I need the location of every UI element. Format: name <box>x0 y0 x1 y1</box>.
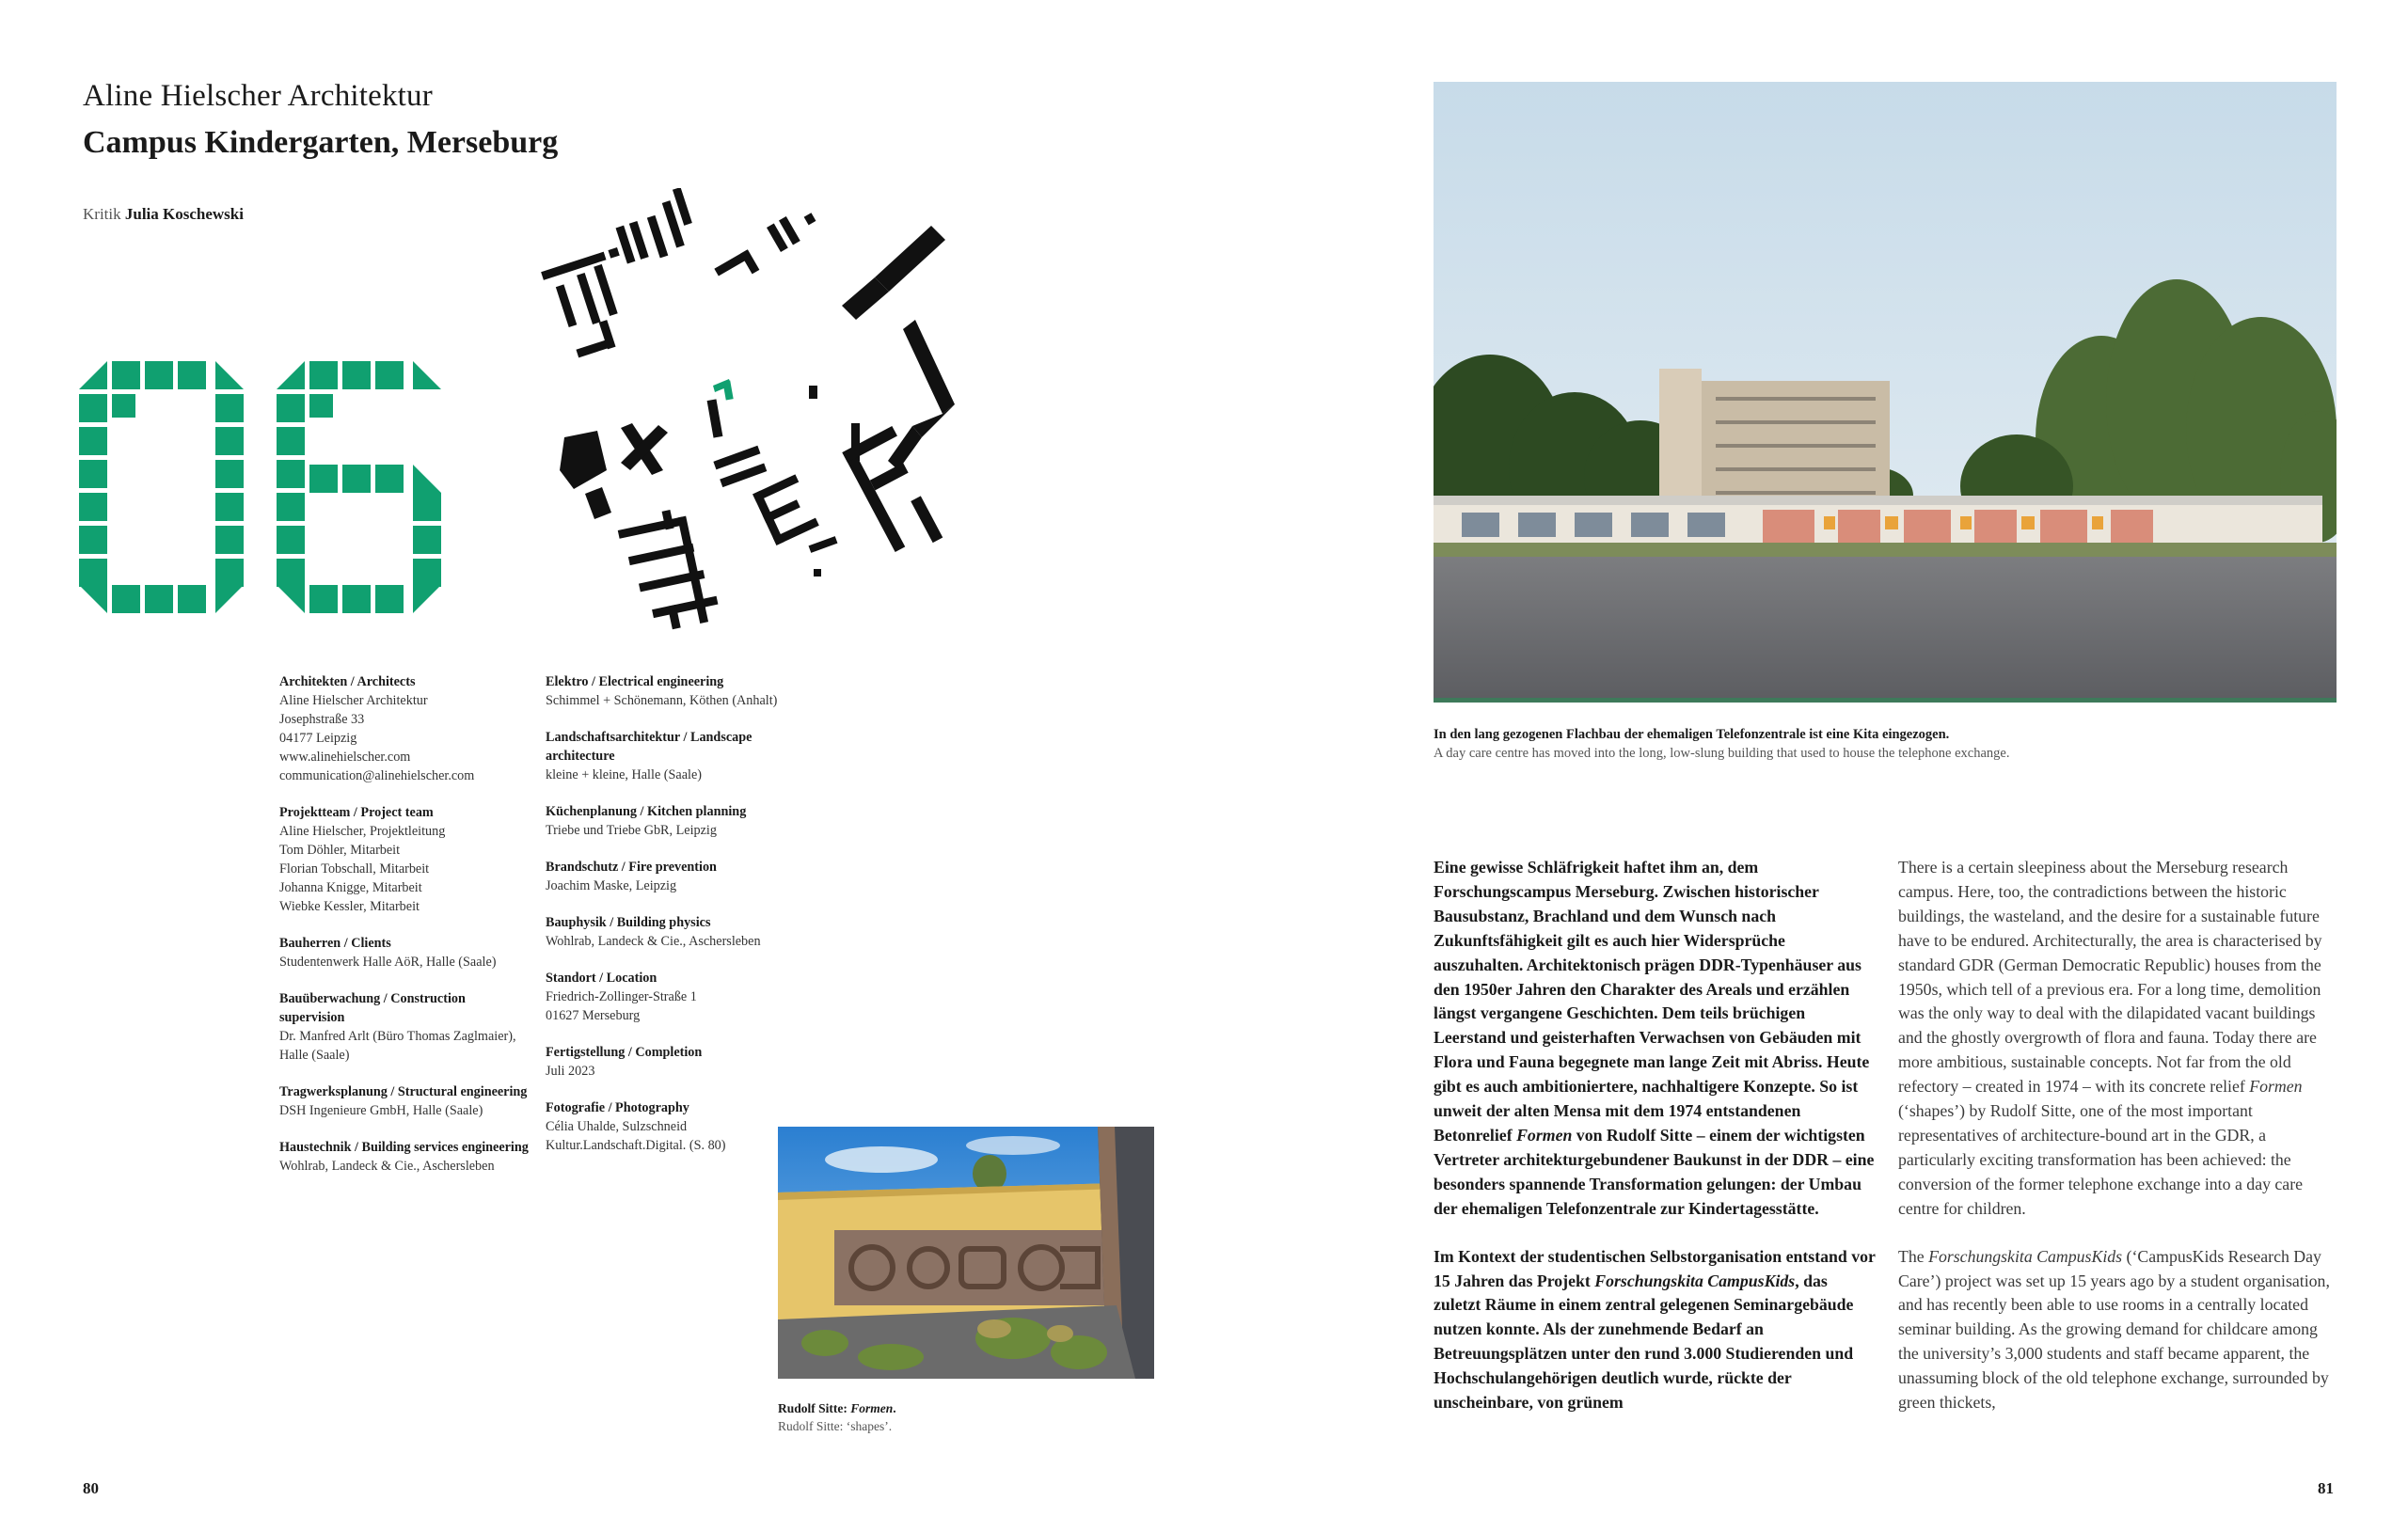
credit-heading: Landschaftsarchitektur / Landscape architecture <box>546 730 752 764</box>
digit-tile <box>309 361 338 389</box>
credit-group <box>279 1082 533 1120</box>
main-photo <box>1434 82 2337 703</box>
credit-line: Triebe und Triebe GbR, Leipzig <box>546 823 717 838</box>
credit-group <box>546 858 800 895</box>
body-de-paragraph-1: Eine gewisse Schläfrigkeit haftet ihm an, dem Forschungscampus Merseburg. Zwischen historischer Bausubstanz, Brachland und dem Wunsch nach Zukunftsfähigkeit gilt es auch hier Widersprüche auszuhalten. Architektonisch prägen DDR-Typenhäuser aus den 1950er Jahren den Charakter des Areals und erzählen längst vergangene Geschichten. Dem teils brüchigen Leerstand und geisterhaften Verwachsen von Gebäuden mit Flora und Fauna begegnete man lange Zeit mit Abriss. Heute gibt es auch ambitioniertere, nachhaltigere Konzepte. So ist unweit der alten Mensa mit dem 1974 entstandenen Betonrelief Formen von Rudolf Sitte – einem der wichtigsten Vertreter architekturgebundener Baukunst in der DDR – eine besonders spannende Transformation gelungen: der Umbau der ehemaligen Telefonzentrale zur Kindertagesstätte. <box>1434 858 1875 1218</box>
digit-tile <box>215 585 244 613</box>
digit-tile <box>375 585 404 613</box>
credit-line: Josephstraße 33 <box>279 712 365 727</box>
digit-tile <box>79 585 107 613</box>
digit-tile <box>375 465 404 493</box>
credit-heading: Bauüberwachung / Construction supervision <box>279 991 466 1025</box>
credit-group <box>546 728 800 784</box>
digit-tile <box>112 585 140 613</box>
digit-tile <box>215 460 244 488</box>
digit-tile <box>79 460 107 488</box>
credit-heading: Fotografie / Photography <box>546 1100 689 1115</box>
credit-line: Kultur.Landschaft.Digital. (S. 80) <box>546 1138 726 1153</box>
credit-line: Aline Hielscher, Projektleitung <box>279 824 446 839</box>
credit-group <box>546 672 800 710</box>
digit-tile <box>309 394 333 418</box>
credit-heading: Küchenplanung / Kitchen planning <box>546 804 747 819</box>
credit-group <box>546 913 800 951</box>
credits-column-right <box>546 672 800 1173</box>
digit-tile <box>413 585 441 613</box>
main-photo-caption <box>1434 725 2337 763</box>
credit-line: Schimmel + Schönemann, Köthen (Anhalt) <box>546 693 778 708</box>
body-de-paragraph-2: Im Kontext der studentischen Selbstorganisation entstand vor 15 Jahren das Projekt Forschungskita CampusKids, das zuletzt Räume in einem zentral gelegenen Seminargebäude nutzen konnte. Als der zunehmende Bedarf an Betreuungsplätzen unter den rund 3.000 Studierenden und Hochschulangehörigen deutlich wurde, rückte der unscheinbare, von grünem <box>1434 1246 1876 1413</box>
digit-tile <box>375 361 404 389</box>
credit-line: Wohlrab, Landeck & Cie., Aschersleben <box>279 1159 495 1174</box>
digit-tile <box>277 559 305 587</box>
credit-line: Juli 2023 <box>546 1064 595 1079</box>
credit-heading: Haustechnik / Building services engineering <box>279 1140 529 1155</box>
digit-tile <box>79 526 107 554</box>
digit-tile <box>309 585 338 613</box>
relief-caption-de: Rudolf Sitte: Formen. <box>778 1401 896 1415</box>
digit-tile <box>79 361 107 389</box>
credit-line: Florian Tobschall, Mitarbeit <box>279 861 430 877</box>
credit-heading: Elektro / Electrical engineering <box>546 674 724 689</box>
credit-heading: Fertigstellung / Completion <box>546 1045 703 1060</box>
credit-heading: Architekten / Architects <box>279 674 416 689</box>
credit-line: Aline Hielscher Architektur <box>279 693 428 708</box>
credit-line: Wiebke Kessler, Mitarbeit <box>279 899 420 914</box>
office-name: Aline Hielscher Architektur <box>83 79 433 113</box>
critic-name: Julia Koschewski <box>124 205 244 223</box>
credit-group <box>546 1043 800 1081</box>
credit-group <box>279 989 533 1065</box>
digit-tile <box>413 493 441 521</box>
digit-tile <box>413 526 441 554</box>
digit-tile <box>342 585 371 613</box>
credit-heading: Bauherren / Clients <box>279 936 391 951</box>
digit-tile <box>112 361 140 389</box>
digit-tile <box>215 394 244 422</box>
main-caption-en: A day care centre has moved into the long, low-slung building that used to house the telephone exchange. <box>1434 746 2010 761</box>
credit-group <box>546 1098 800 1155</box>
digit-tile <box>215 427 244 455</box>
credit-line: Célia Uhalde, Sulzschneid <box>546 1119 688 1134</box>
credit-line: Joachim Maske, Leipzig <box>546 878 677 893</box>
digit-tile <box>342 465 371 493</box>
digit-tile <box>277 526 305 554</box>
digit-tile <box>145 361 173 389</box>
credit-line: 04177 Leipzig <box>279 731 357 746</box>
page-number-left: 80 <box>83 1479 99 1497</box>
project-number-graphic <box>79 361 446 613</box>
credit-line: Johanna Knigge, Mitarbeit <box>279 880 422 895</box>
digit-tile <box>215 361 244 389</box>
body-en-paragraph-1: There is a certain sleepiness about the Merseburg research campus. Here, too, the contradictions between the historic buildings, the wasteland, and the desire for a sustainable future have to be endured. Architecturally, the area is characterised by standard GDR (German Democratic Republic) houses from the 1950s, which tell of a previous era. For a long time, demolition was the only way to deal with the dilapidated vacant buildings and the ghostly overgrowth of flora and fauna. Today there are more ambitious, sustainable concepts. Not far from the old refectory – created in 1974 – with its concrete relief Formen (‘shapes’) by Rudolf Sitte, one of the most important representatives of architecture-bound art in the GDR, a particularly exciting transformation has been achieved: the conversion of the former telephone exchange into a day care centre for children. <box>1898 858 2322 1218</box>
digit-tile <box>413 361 441 389</box>
digit-tile <box>277 585 305 613</box>
page-number-right: 81 <box>2318 1479 2334 1497</box>
digit-tile <box>309 465 338 493</box>
credit-group <box>279 803 533 916</box>
body-text-german <box>1434 856 1876 1439</box>
digit-tile <box>79 493 107 521</box>
credit-heading: Brandschutz / Fire prevention <box>546 860 717 875</box>
digit-tile <box>413 559 441 587</box>
digit-tile <box>277 493 305 521</box>
credit-line: Tom Döhler, Mitarbeit <box>279 843 401 858</box>
digit-tile <box>277 460 305 488</box>
project-number-tiles <box>79 361 441 613</box>
digit-tile <box>79 559 107 587</box>
credits-column-left <box>279 672 533 1193</box>
critic-label: Kritik <box>83 205 121 223</box>
digit-tile <box>215 526 244 554</box>
relief-caption-en: Rudolf Sitte: ‘shapes’. <box>778 1419 893 1433</box>
body-text-english <box>1898 856 2340 1439</box>
credit-heading: Standort / Location <box>546 971 657 986</box>
credit-heading: Tragwerksplanung / Structural engineering <box>279 1084 528 1099</box>
digit-tile <box>112 394 135 418</box>
credit-line: Dr. Manfred Arlt (Büro Thomas Zaglmaier), Halle (Saale) <box>279 1029 516 1063</box>
credit-group <box>279 934 533 971</box>
credit-line: kleine + kleine, Halle (Saale) <box>546 767 702 782</box>
digit-tile <box>215 559 244 587</box>
digit-tile <box>277 361 305 389</box>
relief-photo <box>778 1127 1154 1379</box>
credit-line: Friedrich-Zollinger-Straße 1 <box>546 989 697 1004</box>
digit-tile <box>342 361 371 389</box>
digit-tile <box>79 394 107 422</box>
digit-tile <box>215 493 244 521</box>
credit-group <box>546 802 800 840</box>
credit-group <box>279 672 533 785</box>
digit-tile <box>277 394 305 422</box>
credit-line: communication@alinehielscher.com <box>279 768 475 783</box>
credit-line: Studentenwerk Halle AöR, Halle (Saale) <box>279 955 497 970</box>
credit-line: 01627 Merseburg <box>546 1008 641 1023</box>
relief-caption <box>778 1399 1135 1435</box>
critic-line <box>83 205 244 224</box>
credit-heading: Bauphysik / Building physics <box>546 915 711 930</box>
credit-group <box>546 969 800 1025</box>
project-title: Campus Kindergarten, Merseburg <box>83 125 559 160</box>
digit-tile <box>79 427 107 455</box>
digit-tile <box>178 585 206 613</box>
site-plan-graphic <box>527 188 988 649</box>
digit-tile <box>277 427 305 455</box>
credit-group <box>279 1138 533 1176</box>
credit-line: www.alinehielscher.com <box>279 750 411 765</box>
credit-line: DSH Ingenieure GmbH, Halle (Saale) <box>279 1103 483 1118</box>
digit-tile <box>145 585 173 613</box>
digit-tile <box>178 361 206 389</box>
body-en-paragraph-2: The Forschungskita CampusKids (‘CampusKids Research Day Care’) project was set up 15 years ago by a student organisation, and has recently been able to use rooms in a centrally located seminar building. As the growing demand for childcare among the university’s 3,000 students and staff became apparent, the unassuming block of the old telephone exchange, surrounded by green thickets, <box>1898 1246 2330 1413</box>
digit-tile <box>413 465 441 493</box>
main-caption-de: In den lang gezogenen Flachbau der ehemaligen Telefonzentrale ist eine Kita eingezogen. <box>1434 727 1950 742</box>
credit-line: Wohlrab, Landeck & Cie., Aschersleben <box>546 934 761 949</box>
credit-heading: Projektteam / Project team <box>279 805 434 820</box>
